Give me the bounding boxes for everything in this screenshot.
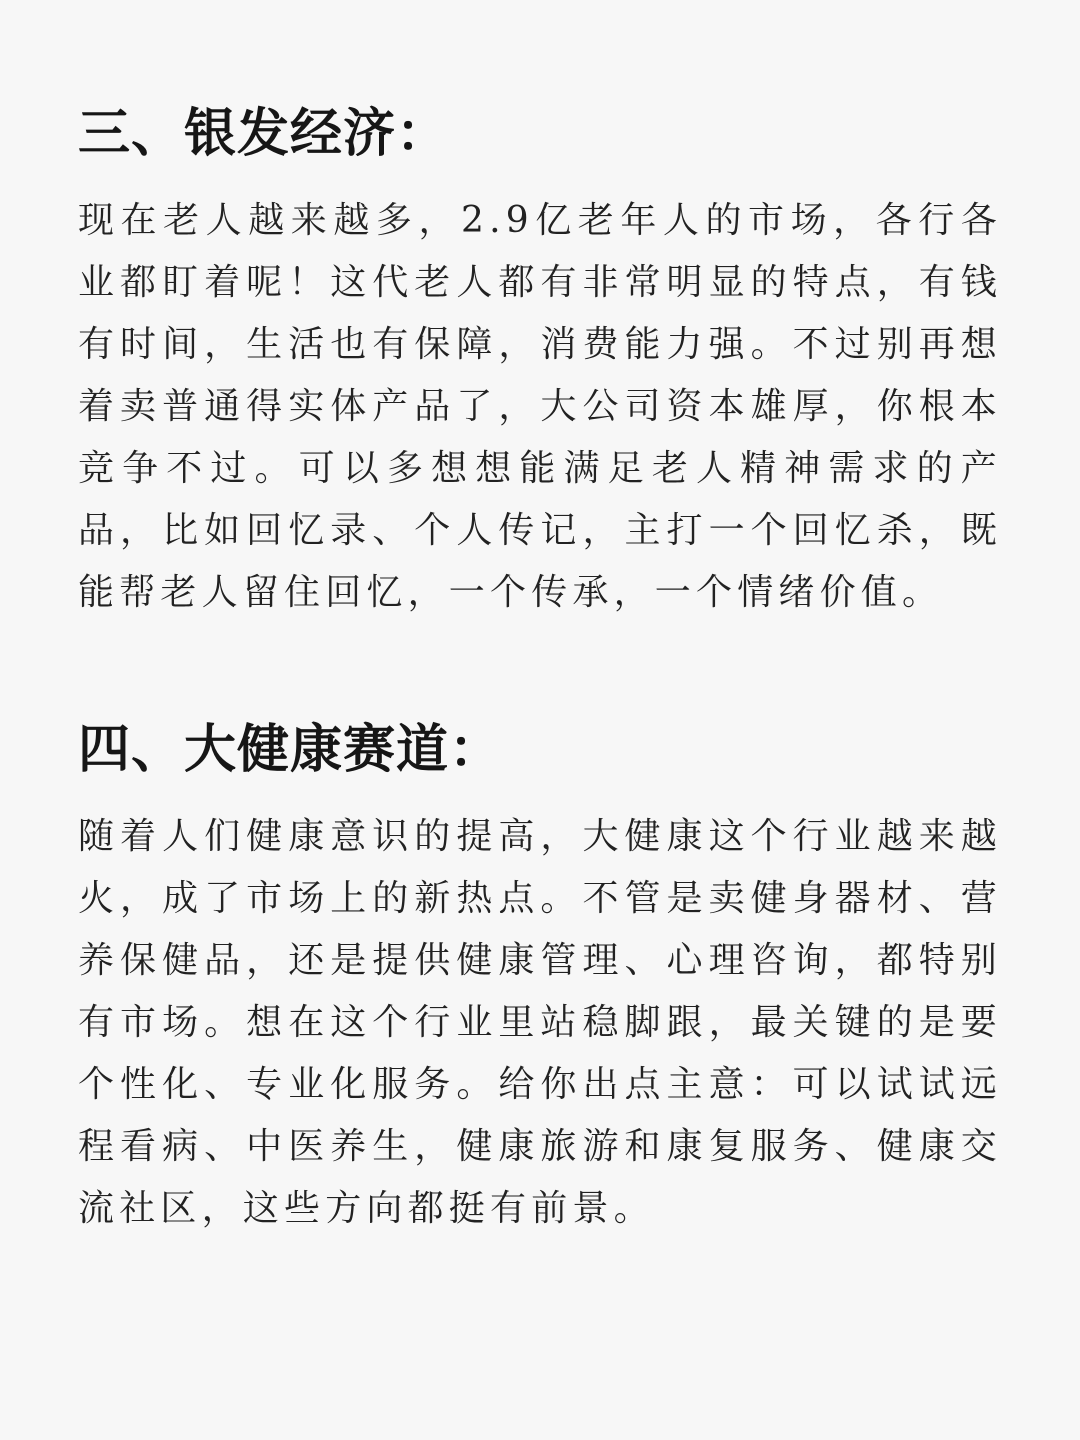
section-body: 现在老人越来越多，2.9亿老年人的市场，各行各业都盯着呢！这代老人都有非常明显的特点，有钱有时间，生活也有保障，消费能力强。不过别再想着卖普通得实体产品了，大公司资本雄厚，你根本竞争不过。可以多想想能满足老人精神需求的产品，比如回忆录、个人传记，主打一个回忆杀，既能帮老人留住回忆，一个传承，一个情绪价值。 <box>78 200 1002 613</box>
section-title: 三、银发经济： <box>78 103 450 164</box>
article-page <box>78 96 1002 1240</box>
section-silver-economy <box>78 96 1002 624</box>
section-big-health <box>78 712 1002 1240</box>
section-body: 随着人们健康意识的提高，大健康这个行业越来越火，成了市场上的新热点。不管是卖健身器材、营养保健品，还是提供健康管理、心理咨询，都特别有市场。想在这个行业里站稳脚跟，最关键的是要个性化、专业化服务。给你出点主意：可以试试远程看病、中医养生，健康旅游和康复服务、健康交流社区，这些方向都挺有前景。 <box>78 816 1002 1229</box>
section-title: 四、大健康赛道： <box>78 719 503 780</box>
